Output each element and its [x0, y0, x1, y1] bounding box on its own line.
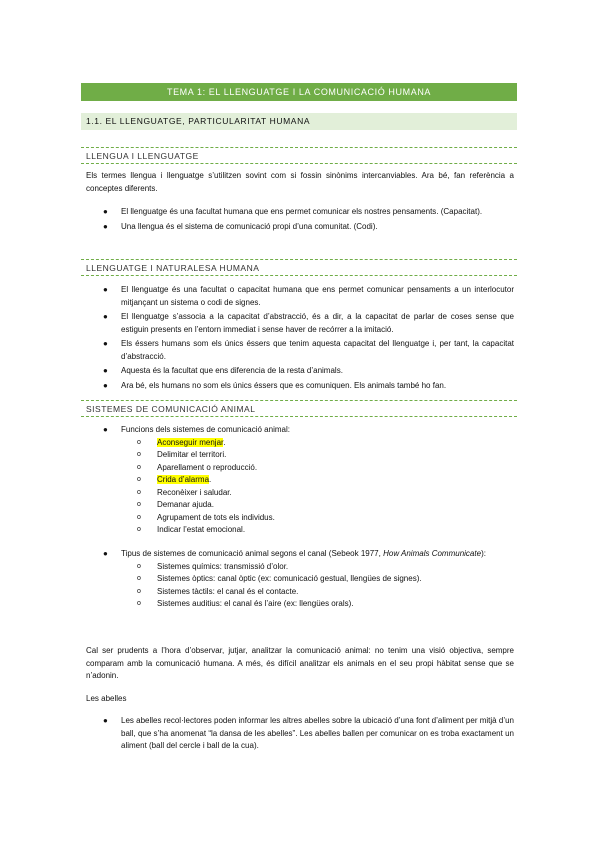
list-item: ● Una llengua és el sistema de comunicació propi d’una comunitat. (Codi).	[86, 221, 514, 234]
list-item: o Sistemes químics: transmissió d’olor.	[121, 561, 514, 574]
circle-bullet-icon: o	[137, 562, 141, 570]
circle-bullet-icon: o	[137, 513, 141, 521]
functions-label: Funcions dels sistemes de comunicació animal:	[121, 425, 290, 434]
list-item: o Sistemes tàctils: el canal és el contacte.	[121, 586, 514, 599]
list-item: ● El llenguatge s’associa a la capacitat d’abstracció, és a dir, a la capacitat de parlar de coses sense que estiguin presents en l’entorn immediat i sense haver de recórrer a la imitació.	[103, 312, 514, 334]
list-item: ● Tipus de sistemes de comunicació animal segons el canal (Sebeok 1977, How Animals Communicate): o Sistemes químics: transmissió d’olor. o Sistemes òptics: canal òptic (ex: comunicació gestual, llengües de signes). o Sistemes tàctils: el canal és el contacte. o Sistemes auditius: el canal és l’aire (ex: llengües orals).	[86, 548, 514, 611]
list-item: o Crida d’alarma.	[121, 474, 514, 487]
list-item: o Reconèixer i saludar.	[121, 487, 514, 500]
bullet-icon: ●	[103, 716, 108, 725]
list-animal-functions	[86, 424, 514, 539]
circle-bullet-icon: o	[137, 438, 141, 446]
list-bees	[86, 715, 514, 755]
bullet-icon: ●	[103, 221, 108, 231]
bullet-icon: ●	[103, 207, 108, 216]
list-item: o Agrupament de tots els individus.	[121, 512, 514, 525]
bullet-icon: ●	[103, 549, 108, 558]
bullet-icon: ●	[103, 339, 108, 348]
heading-llengua: LLENGUA I LLENGUATGE	[81, 147, 517, 164]
section-subtitle: 1.1. EL LLENGUATGE, PARTICULARITAT HUMANA	[81, 113, 517, 130]
circle-bullet-icon: o	[137, 587, 141, 595]
list-item	[86, 424, 514, 537]
heading-animal: SISTEMES DE COMUNICACIÓ ANIMAL	[81, 400, 517, 417]
list-item: ● Ara bé, els humans no som els únics éssers que es comuniquen. Els animals també ho fan.	[86, 380, 514, 393]
list-llengua	[86, 206, 514, 235]
bees-title: Les abelles	[86, 694, 127, 703]
intro-llengua: Els termes llengua i llenguatge s’utilitzen sovint com si fossin sinònims intercanviables. Ara bé, fan referència a conceptes diferents.	[86, 171, 514, 193]
types-sublist	[121, 561, 514, 611]
list-item: o Aconseguir menjar.	[121, 437, 514, 450]
bullet-icon: ●	[103, 366, 108, 375]
circle-bullet-icon: o	[137, 463, 141, 471]
list-item: o Demanar ajuda.	[121, 499, 514, 512]
caution-paragraph: Cal ser prudents a l’hora d’observar, jutjar, analitzar la comunicació animal: no tenim una visió objectiva, sempre comparam amb la comunicació humana. A més, és difícil analitzar els animals en el seu propi hàbitat sense que se n’adonin.	[86, 646, 514, 680]
list-item: ● Aquesta és la facultat que ens diferencia de la resta d’animals.	[86, 365, 514, 378]
bullet-icon: ●	[103, 380, 108, 390]
circle-bullet-icon: o	[137, 488, 141, 496]
circle-bullet-icon: o	[137, 600, 141, 607]
list-item: o Indicar l’estat emocional.	[121, 524, 514, 537]
list-item: ● El llenguatge és una facultat o capacitat humana que ens permet comunicar pensaments a un interlocutor mitjançant un sistema o codi de signes.	[103, 285, 514, 307]
heading-naturalesa: LLENGUATGE I NATURALESA HUMANA	[81, 259, 517, 276]
functions-sublist	[121, 437, 514, 537]
list-item: ● Les abelles recol·lectores poden informar les altres abelles sobre la ubicació d’una font d’aliment per mitjà d’un ball, que s’ha anomenat “la dansa de les abelles”. Les abelles ballen per comunicar on es troba exactament un aliment (ball del cercle i ball de la cua).	[103, 716, 514, 750]
circle-bullet-icon: o	[137, 575, 141, 582]
list-naturalesa	[86, 284, 514, 394]
list-animal-types	[86, 548, 514, 613]
page-title: TEMA 1: EL LLENGUATGE I LA COMUNICACIÓ HUMANA	[81, 83, 517, 101]
types-label: Tipus de sistemes de comunicació animal segons el canal (Sebeok 1977,	[121, 549, 381, 558]
circle-bullet-icon: o	[137, 501, 141, 508]
list-item: ● Els éssers humans som els únics éssers que tenim aquesta capacitat del llenguatge i, per tant, la capacitat d’abstracció.	[103, 339, 514, 361]
list-item: ● El llenguatge és una facultat humana que ens permet comunicar els nostres pensaments. (Capacitat).	[86, 206, 514, 219]
list-item: o Delimitar el territori.	[121, 449, 514, 462]
book-title: How Animals Communicate	[383, 549, 482, 558]
bullet-icon: ●	[103, 285, 108, 294]
circle-bullet-icon: o	[137, 476, 141, 483]
list-item: o Sistemes auditius: el canal és l’aire (ex: llengües orals).	[121, 598, 514, 611]
list-item: o Aparellament o reproducció.	[121, 462, 514, 475]
bullet-icon: ●	[103, 425, 108, 434]
list-item: o Sistemes òptics: canal òptic (ex: comunicació gestual, llengües de signes).	[121, 573, 514, 586]
circle-bullet-icon: o	[137, 451, 141, 458]
circle-bullet-icon: o	[137, 526, 141, 533]
bullet-icon: ●	[103, 312, 108, 321]
